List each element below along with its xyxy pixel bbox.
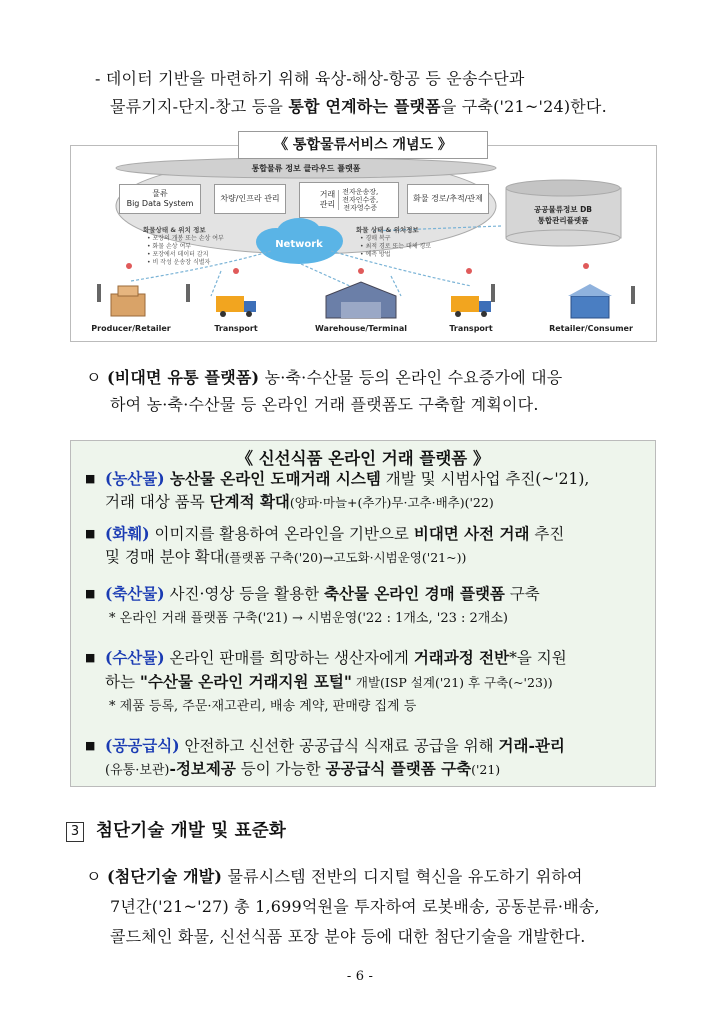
para2-bullet: ㅇ — [86, 867, 107, 886]
item-agri-line-2 — [105, 491, 494, 514]
item-public-bold: 거래-관리 — [498, 736, 565, 755]
trade-label-2: 관리 — [319, 200, 336, 209]
bullet-icon: ■ — [85, 587, 96, 600]
item-agri-l2-bold: 단계적 확대 — [209, 492, 290, 511]
bigdata-box — [119, 184, 201, 214]
logistics-concept-diagram — [70, 145, 657, 342]
item-agri-bold: 농산물 온라인 도매거래 시스템 — [164, 469, 381, 488]
para1-line-2 — [110, 394, 539, 416]
item-fishery-line-2 — [105, 671, 553, 694]
item-flower-l1c: 추진 — [529, 525, 565, 543]
bigdata-label-1: 물류 — [152, 189, 168, 198]
item-fishery-l1c: *을 지원 — [509, 649, 567, 667]
item-agri-rest: 개발 및 시범사업 추진(~'21), — [380, 470, 590, 488]
bullet-icon: ■ — [85, 527, 96, 540]
trade-label-1: 거래 — [319, 190, 336, 199]
item-agri-category: (농산물) — [105, 469, 165, 488]
node-transport-1: Transport — [214, 324, 258, 333]
item-flower-l2c: (플랫폼 구축('20)→고도화·시범운영('21~)) — [224, 550, 467, 565]
para1-text-2: 하여 농·축·수산물 등 온라인 거래 플랫폼도 구축할 계획이다. — [110, 395, 539, 414]
trade-label — [320, 190, 339, 210]
node-producer: Producer/Retailer — [91, 324, 171, 333]
item-fishery-l2-bold: "수산물 온라인 거래지원 포털" — [139, 672, 352, 691]
route-tracking-box: 화물 경로/추적/관제 — [407, 184, 489, 214]
left-info-title: 화물상태 & 위치 정보 — [143, 226, 206, 234]
item-public-l2-bold2: 공공급식 플랫폼 구축 — [325, 759, 472, 778]
intro-line-1 — [95, 68, 525, 90]
para2-line-1 — [86, 866, 583, 888]
right-info-title: 화물 상태 & 위치정보 — [356, 226, 419, 234]
item-public-line-2 — [105, 758, 500, 782]
para2-text-1: 물류시스템 전반의 디지털 혁신을 유도하기 위하여 — [222, 867, 583, 886]
item-public-l1a: 안전하고 신선한 공공급식 식재료 공급을 위해 — [179, 737, 499, 755]
item-agri-l2a: 거래 대상 품목 — [105, 493, 210, 511]
bullet-icon: ■ — [85, 739, 96, 752]
item-livestock-note: * 온라인 거래 플랫폼 구축('21) → 시범운영('22 : 1개소, '23 : 2개소) — [109, 611, 508, 626]
item-public-line-1 — [105, 735, 565, 757]
para2-line-2 — [110, 896, 600, 918]
item-fishery-l2c: 개발(ISP 설계('21) 후 구축(~'23)) — [351, 675, 553, 690]
para1-text-1: 농·축·수산물 등의 온라인 수요증가에 대응 — [259, 368, 563, 387]
para1-line-1 — [86, 367, 562, 389]
section-title: 첨단기술 개발 및 표준화 — [96, 821, 286, 841]
intro-text-2a: 물류기지-단지-창고 등을 — [110, 97, 289, 116]
item-public-l2b: 등이 가능한 — [235, 760, 326, 778]
item-livestock-bold: 축산물 온라인 경매 플랫폼 — [324, 584, 505, 603]
item-public-l2c: ('21) — [471, 762, 501, 777]
trade-items: 전자운송장, 전자인수증, 전자영수증 — [342, 188, 379, 212]
item-livestock-category: (축산물) — [105, 584, 165, 603]
network-label: Network — [275, 239, 323, 250]
item-flower-line-2 — [105, 546, 466, 569]
right-info-items: • 경매 복구 • 최적 경로 또는 대체 경로 • 예측 방법 — [360, 235, 432, 258]
public-db-label-1: 공공물류정보 DB — [533, 205, 593, 214]
diagram-title: 《 통합물류서비스 개념도 》 — [238, 131, 488, 159]
public-db-label-2: 통합관리플랫폼 — [537, 216, 589, 225]
intro-text-1: - 데이터 기반을 마련하기 위해 육상-해상-항공 등 운송수단과 — [95, 69, 525, 88]
para2-text-2: 7년간('21~'27) 총 1,699억원을 투자하여 로봇배송, 공동분류·배송, — [110, 897, 600, 916]
trade-management-box — [299, 182, 399, 218]
intro-text-2b: 통합 연계하는 플랫폼 — [288, 97, 441, 116]
box-title: 《 신선식품 온라인 거래 플랫폼 》 — [236, 449, 490, 468]
para2-line-3 — [110, 926, 586, 948]
left-info-items: • 포장의 개봉 또는 손상 여부 • 화물 손상 여부 • 포장에서 데이터 감지 • 비 작성 운송장 식별자 — [147, 235, 224, 266]
item-agri-line-1 — [105, 468, 589, 490]
para2-text-3: 콜드체인 화물, 신선식품 포장 분야 등에 대한 첨단기술을 개발한다. — [110, 927, 586, 946]
item-flower-category: (화훼) — [105, 524, 150, 543]
intro-text-2c: 을 구축('21~'24)한다. — [440, 97, 607, 116]
fresh-food-platform-box — [70, 440, 656, 787]
para1-bullet: ㅇ — [86, 368, 107, 387]
page-number: - 6 - — [346, 969, 374, 984]
item-fishery-line-1 — [105, 647, 567, 669]
item-fishery-category: (수산물) — [105, 648, 165, 667]
node-icons — [97, 263, 635, 318]
item-livestock-line-1 — [105, 583, 540, 605]
intro-line-2 — [110, 96, 607, 118]
node-transport-2: Transport — [449, 324, 493, 333]
item-fishery-l2a: 하는 — [105, 673, 140, 691]
item-flower-line-1 — [105, 523, 564, 545]
item-fishery-bold: 거래과정 전반 — [413, 648, 510, 667]
item-public-l2a: (유통·보관) — [105, 763, 170, 778]
bullet-icon: ■ — [85, 472, 96, 485]
item-public-category: (공공급식) — [105, 736, 180, 755]
section-number: 3 — [66, 822, 84, 842]
bullet-icon: ■ — [85, 651, 96, 664]
item-flower-l1a: 이미지를 활용하여 온라인을 기반으로 — [149, 525, 414, 543]
node-warehouse: Warehouse/Terminal — [315, 324, 407, 333]
vehicle-infra-box: 차량/인프라 관리 — [214, 184, 286, 214]
para2-heading: (첨단기술 개발) — [106, 867, 223, 886]
item-flower-l2a: 및 경매 분야 확대 — [105, 548, 225, 566]
cloud-platform-title: 통합물류 정보 클라우드 플랫폼 — [251, 164, 361, 173]
item-fishery-l1a: 온라인 판매를 희망하는 생산자에게 — [164, 649, 414, 667]
item-public-l2-bold: -정보제공 — [169, 759, 236, 778]
node-retailer-consumer: Retailer/Consumer — [549, 324, 633, 333]
item-livestock-l1c: 구축 — [504, 585, 540, 603]
item-agri-l2c: (양파·마늘+(추가)무·고추·배추)('22) — [289, 495, 494, 510]
item-livestock-l1a: 사진·영상 등을 활용한 — [164, 585, 324, 603]
item-flower-bold: 비대면 사전 거래 — [413, 524, 530, 543]
item-fishery-note: * 제품 등록, 주문·재고관리, 배송 계약, 판매량 집계 등 — [109, 699, 417, 714]
bigdata-label-2: Big Data System — [126, 199, 194, 208]
para1-heading: (비대면 유통 플랫폼) — [106, 368, 260, 387]
